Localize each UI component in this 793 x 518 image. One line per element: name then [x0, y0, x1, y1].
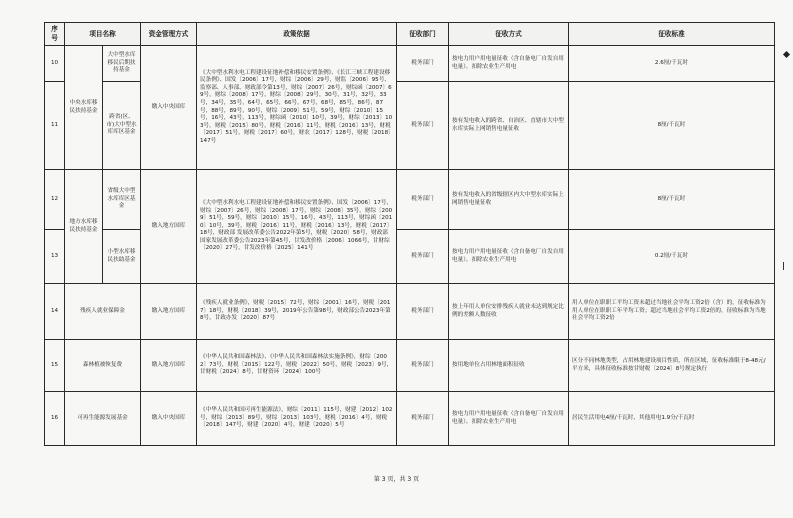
header-name: 项目名称: [65, 23, 141, 46]
row-basis: 《中华人民共和国森林法》、《中华人民共和国森林法实施条例》，财综〔2002〕73号，财税〔2015〕122号，财税〔2022〕50号，财税〔2023〕9号，甘财税〔2024〕8号，甘财资环〔2024〕100号: [197, 340, 397, 392]
row-dept: 税务部门: [397, 340, 449, 392]
row-dept: 税务部门: [397, 230, 449, 284]
row-name: 大中型水库移民后期扶持基金: [103, 46, 141, 82]
row-name: 森林植被恢复费: [65, 340, 141, 392]
row-fund: 缴入地方国库: [141, 170, 197, 284]
row-name: 跨省(区、市)大中型水库库区基金: [103, 82, 141, 170]
row-seq: 16: [45, 392, 65, 446]
row-dept: 税务部门: [397, 170, 449, 230]
row-dept: 税务部门: [397, 392, 449, 446]
row-name: 可再生能源发展基金: [65, 392, 141, 446]
row-method: 按上年用人单位安排残疾人就业未达到规定比例的差额人数征收: [449, 284, 569, 340]
row-seq: 13: [45, 230, 65, 284]
row-name: 省级大中型水库库区基金: [103, 170, 141, 230]
row-dept: 税务部门: [397, 284, 449, 340]
row-name: 小型水库移民扶助基金: [103, 230, 141, 284]
row-seq: 15: [45, 340, 65, 392]
row-method: 按有发电收入的省级辖区内大中型水库实际上网销售电量征收: [449, 170, 569, 230]
row-name: 残疾人就业保障金: [65, 284, 141, 340]
row-basis: 《大中型水利水电工程建设征地补偿和移民安置条例》、国发〔2006〕17号，财综〔2007〕26号，财综〔2008〕17号，财综〔2008〕35号，财综〔2009〕51号，59号，财综〔2010〕15号，16号，43号，113号，财综函〔2010〕10号，39号，财税〔2016〕11号，财税〔2016〕13号，财税〔2017〕18号，财政部 发展改革委公告2022年第5号，财税〔2020〕58号，财政部 国家发展改革委公告2023年第45号，甘发改价格〔2006〕1066号，甘财综〔2020〕27号，甘发改价格〔2025〕141号: [197, 170, 397, 284]
header-standard: 征收标准: [569, 23, 775, 46]
table-row: [45, 46, 775, 82]
row-dept: 税务部门: [397, 82, 449, 170]
row-basis: 《残疾人就业条例》，财税〔2015〕72号，财综〔2001〕16号，财税〔2017〕18号，财税〔2018〕39号，2019年公告第98号，财政部公告2023年第8号，甘政办发〔2020〕87号: [197, 284, 397, 340]
row-dept: 税务部门: [397, 46, 449, 82]
table-row: [45, 284, 775, 340]
row-standard: 区分不同林地类型，占用林地建设项目性质，所在区域，征收标准限于8-48元/平方米，具体征收标准按甘财税〔2024〕8号规定执行: [569, 340, 775, 392]
table-row: [45, 340, 775, 392]
row-basis: 《大中型水利水电工程建设征地补偿和移民安置条例》、《长江三峡工程建设移民条例》、国发〔2006〕17号，财综〔2006〕29号，财监〔2006〕95号、监察部、人事部、财政部令第13号，财综〔2007〕26号，财综函〔2007〕69号，财综〔2008〕17号，财综〔2008〕29号，30号，31号，32号，33号，34号，35号，64号，65号，66号，67号，68号，85号，86号，87号，88号，89号，90号，财综〔2009〕51号，59号，财综〔2010〕15号，16号，43号，113号，财综函〔2010〕10号，39号，财综〔2013〕103号，财税〔2015〕80号，财税〔2016〕11号，财税〔2016〕13号，财税〔2017〕51号，财税〔2017〕60号，财农〔2017〕128号，财税〔2018〕147号: [197, 46, 397, 170]
row-seq: 10: [45, 46, 65, 82]
scan-mark: [783, 51, 790, 58]
row-method: 按有发电收入的跨省、自治区、直辖市大中型水库实际上网销售电量征收: [449, 82, 569, 170]
row-fund: 缴入地方国库: [141, 284, 197, 340]
row-standard: 8厘/千瓦时: [569, 170, 775, 230]
row-fund: 缴入中央国库: [141, 392, 197, 446]
row-method: 按电力用户用电量征收（含自备电厂自发自用电量），扣除农业生产用电: [449, 230, 569, 284]
header-seq: 序号: [45, 23, 65, 46]
row-standard: 用人单位在职职工平均工资未超过当地社会平均工资2倍（含）的，征收标准为用人单位在职职工年平均工资；超过当地社会平均工资2倍的，征收标准为当地社会平均工资2倍: [569, 284, 775, 340]
group-name: 中央水库移民扶持基金: [65, 46, 103, 170]
table-row: [45, 170, 775, 230]
header-method: 征收方式: [449, 23, 569, 46]
header-fund: 资金管理方式: [141, 23, 197, 46]
row-standard: 2.6厘/千瓦时: [569, 46, 775, 82]
row-standard: 0.2厘/千瓦时: [569, 230, 775, 284]
row-seq: 11: [45, 82, 65, 170]
row-seq: 14: [45, 284, 65, 340]
row-standard: 8厘/千瓦时: [569, 82, 775, 170]
row-fund: 缴入中央国库: [141, 46, 197, 170]
group-name: 地方水库移民扶持基金: [65, 170, 103, 284]
row-method: 按电力用户用电量征收（含自备电厂自发自用电量），扣除农业生产用电: [449, 46, 569, 82]
row-fund: 缴入地方国库: [141, 340, 197, 392]
row-basis: 《中华人民共和国可再生能源法》，财综〔2011〕115号，财建〔2012〕102号，财综〔2013〕89号，财综〔2013〕103号，财税〔2016〕4号，财税〔2018〕147号，财建〔2020〕4号，财建〔2020〕5号: [197, 392, 397, 446]
page-number: 第 3 页，共 3 页: [373, 476, 420, 483]
header-basis: 政策依据: [197, 23, 397, 46]
row-method: 按用地单位占用林地面积征收: [449, 340, 569, 392]
row-standard: 居民生活用电4厘/千瓦时，其他用电1.9分/千瓦时: [569, 392, 775, 446]
scan-edge-mark: [783, 262, 784, 270]
row-seq: 12: [45, 170, 65, 230]
row-method: 按电力用户用电量征收（含自备电厂自发自用电量），扣除农业生产用电: [449, 392, 569, 446]
fee-schedule-table: [44, 22, 775, 446]
header-dept: 征收部门: [397, 23, 449, 46]
table-header-row: [45, 23, 775, 46]
table-row: [45, 392, 775, 446]
